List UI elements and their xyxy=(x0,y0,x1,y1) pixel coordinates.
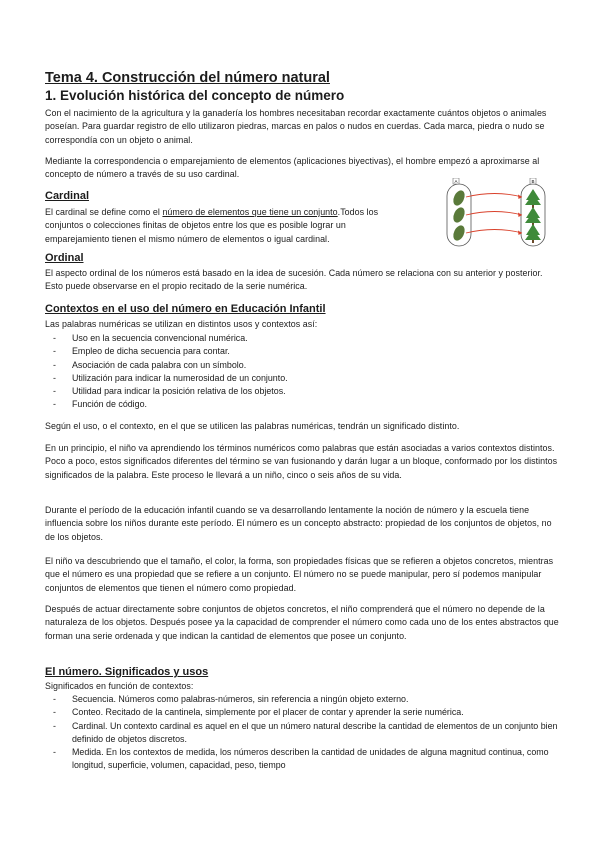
bijection-figure xyxy=(405,178,560,250)
leaf-icon xyxy=(451,224,467,243)
arrow-icon xyxy=(466,212,522,216)
page-title: Tema 4. Construcción del número natural xyxy=(45,70,330,86)
list-item: - Conteo. Recitado de la cantinela, simplemente por el placer de contar y aprender la serie numérica. xyxy=(45,706,560,719)
paragraph-nino: El niño va descubriendo que el tamaño, el color, la forma, son propiedades físicas que se refieren a objetos concretos, mientras que el número es una propiedad que se refiere a un conjunto. El número no se puede manipular, pero sí podemos manipular conjuntos de elementos que tienen el número como propiedad. xyxy=(45,556,554,593)
tree-icon xyxy=(525,207,541,226)
list-item: - Medida. En los contextos de medida, los números describen la cantidad de unidades de alguna magnitud continua, como longitud, superficie, volumen, capacidad, peso, tiempo xyxy=(45,746,560,773)
leaf-icon xyxy=(451,206,467,225)
list-item: - Empleo de dicha secuencia para contar. xyxy=(45,345,560,358)
paragraph-correspondencia: Mediante la correspondencia o emparejamiento de elementos (aplicaciones biyectivas), el hombre empezó a aproximarse al concepto de número a través de su uso cardinal. xyxy=(45,156,540,180)
heading-contextos: Contextos en el uso del número en Educación Infantil xyxy=(45,303,326,315)
paragraph-ordinal: El aspecto ordinal de los números está basado en la idea de sucesión. Cada número se relaciona con su anterior y posterior. Esto puede observarse en el propio recitado de la serie numérica. xyxy=(45,268,543,292)
paragraph-numero-intro: Significados en función de contextos: xyxy=(45,681,194,691)
heading-numero: El número. Significados y usos xyxy=(45,666,209,678)
list-item: - Secuencia. Números como palabras-números, sin referencia a ningún objeto externo. xyxy=(45,693,560,706)
list-item: - Asociación de cada palabra con un símbolo. xyxy=(45,359,560,372)
list-significados xyxy=(45,693,560,773)
paragraph-durante: Durante el período de la educación infantil cuando se va desarrollando lentamente la noción de número y la escuela tiene influencia sobre los niños durante este período. El número es un concepto abstracto: propiedad de los conjuntos de objetos, no de los objetos. xyxy=(45,505,552,542)
paragraph-principio: En un principio, el niño va aprendiendo los términos numéricos como palabras que están asociadas a varios contextos distintos. Poco a poco, estos significados diferentes del término se van fusionando y darán lugar a un bloque, conformado por los distintos significados de la palabra. Este proceso le llevará a un niño, cinco o seis años de su vida. xyxy=(45,443,558,480)
section-heading-evolucion: 1. Evolución histórica del concepto de número xyxy=(45,88,345,103)
list-item: - Función de código. xyxy=(45,398,560,411)
paragraph-contextos-intro: Las palabras numéricas se utilizan en distintos usos y contextos así: xyxy=(45,319,318,329)
cardinal-text-underlined: número de elementos que tiene un conjunto xyxy=(162,207,338,217)
arrow-icon xyxy=(466,230,522,234)
list-item: - Cardinal. Un contexto cardinal es aquel en el que un número natural describe la cantidad de elementos de un conjunto bien definido de objetos discretos. xyxy=(45,720,560,747)
list-item: - Utilidad para indicar la posición relativa de los objetos. xyxy=(45,385,560,398)
tree-icon xyxy=(525,189,541,208)
arrow-head-icon xyxy=(518,213,522,218)
cardinal-text-before: El cardinal se define como el xyxy=(45,207,163,217)
paragraph-uso: Según el uso, o el contexto, en el que se utilicen las palabras numéricas, tendrán un significado distinto. xyxy=(45,421,460,431)
set-b-label: B xyxy=(531,179,535,184)
paragraph-agricultura: Con el nacimiento de la agricultura y la ganadería los hombres necesitaban recordar exactamente cuántos objetos o animales poseían. Para guardar registro de ello utilizaron piedras, marcas en palos o nudos en cuerdas. Cada marca, piedra o nudo se correspondía con un objeto o animal. xyxy=(45,108,547,145)
list-item: - Uso en la secuencia convencional numérica. xyxy=(45,332,560,345)
heading-ordinal: Ordinal xyxy=(45,252,84,264)
heading-cardinal: Cardinal xyxy=(45,190,90,202)
paragraph-despues: Después de actuar directamente sobre conjuntos de objetos concretos, el niño comprenderá que el número no depende de la naturaleza de los objetos. Después posee ya la capacidad de comprender el número como cada uno de los entes abstractos que forman una serie ordenada y que indican la cantidad de elementos que posee un conjunto. xyxy=(45,604,559,641)
list-item: - Utilización para indicar la numerosidad de un conjunto. xyxy=(45,372,560,385)
list-contextos xyxy=(45,332,560,412)
set-a-label: A xyxy=(454,179,458,184)
cardinal-text-after: .Todos los conjuntos o colecciones finitas de objetos entre los que es posible lograr un emparejamiento tienen el mismo número de elementos o igual cardinal. xyxy=(45,207,379,244)
paragraph-cardinal xyxy=(45,206,410,246)
arrow-icon xyxy=(466,194,522,198)
tree-icon xyxy=(525,224,541,243)
leaf-icon xyxy=(451,189,467,208)
